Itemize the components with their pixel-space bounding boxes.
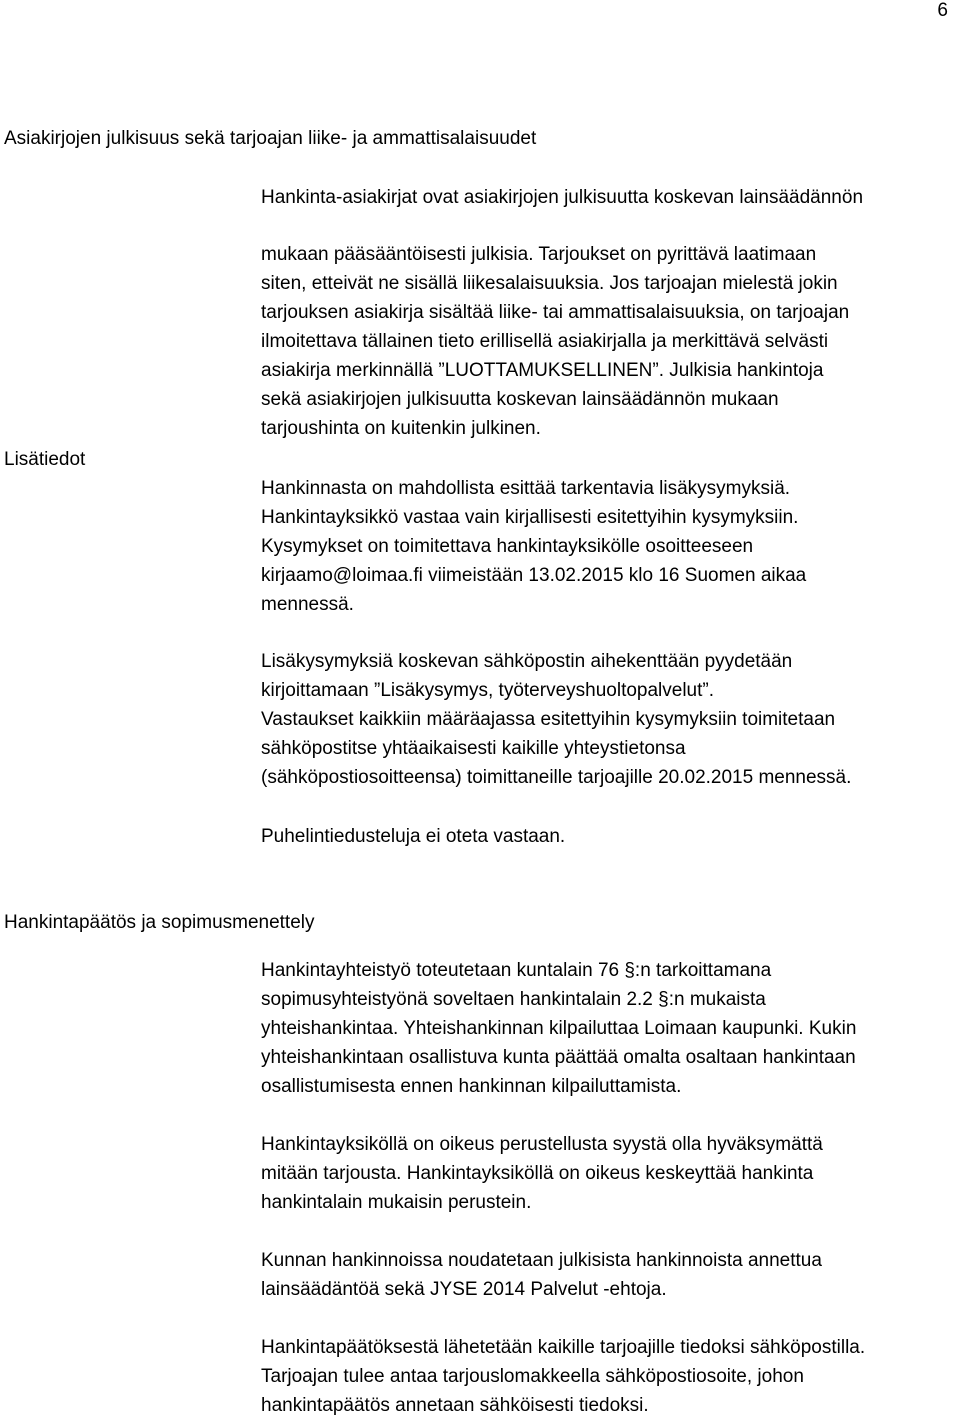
paragraph-line: yhteishankintaa. Yhteishankinnan kilpailuttaa Loimaan kaupunki. Kukin <box>261 1018 857 1039</box>
section-heading-hankintapaatos: Hankintapäätös ja sopimusmenettely <box>4 912 315 933</box>
paragraph-line: kirjoittamaan ”Lisäkysymys, työterveyshuoltopalvelut”. <box>261 680 715 701</box>
paragraph-line: Hankintayksiköllä on oikeus perustellusta syystä olla hyväksymättä <box>261 1134 823 1155</box>
paragraph-line: Hankinta-asiakirjat ovat asiakirjojen julkisuutta koskevan lainsäädännön <box>261 187 864 208</box>
paragraph-line: Kunnan hankinnoissa noudatetaan julkisista hankinnoista annettua <box>261 1250 822 1271</box>
paragraph-line: hankintalain mukaisin perustein. <box>261 1192 532 1213</box>
paragraph-line: mennessä. <box>261 594 354 615</box>
paragraph-line: asiakirja merkinnällä ”LUOTTAMUKSELLINEN”. Julkisia hankintoja <box>261 360 824 381</box>
paragraph-line: Hankintayhteistyö toteutetaan kuntalain 76 §:n tarkoittamana <box>261 960 772 981</box>
paragraph-line: Hankinnasta on mahdollista esittää tarkentavia lisäkysymyksiä. <box>261 478 791 499</box>
paragraph-line: Puhelintiedusteluja ei oteta vastaan. <box>261 826 566 847</box>
paragraph-line: sekä asiakirjojen julkisuutta koskevan lainsäädännön mukaan <box>261 389 779 410</box>
paragraph-line: Tarjoajan tulee antaa tarjouslomakkeella sähköpostiosoite, johon <box>261 1366 804 1387</box>
paragraph-line: mitään tarjousta. Hankintayksiköllä on oikeus keskeyttää hankinta <box>261 1163 814 1184</box>
paragraph-line: kirjaamo@loimaa.fi viimeistään 13.02.2015 klo 16 Suomen aikaa <box>261 565 807 586</box>
paragraph-line: sähköpostitse yhtäaikaisesti kaikille yhteystietonsa <box>261 738 686 759</box>
paragraph-line: sopimusyhteistyönä soveltaen hankintalain 2.2 §:n mukaista <box>261 989 766 1010</box>
paragraph-line: yhteishankintaan osallistuva kunta päättää omalta osaltaan hankintaan <box>261 1047 856 1068</box>
paragraph-line: hankintapäätös annetaan sähköisesti tiedoksi. <box>261 1395 649 1416</box>
section-heading-julkisuus: Asiakirjojen julkisuus sekä tarjoajan liike- ja ammattisalaisuudet <box>4 128 537 149</box>
paragraph-line: osallistumisesta ennen hankinnan kilpailuttamista. <box>261 1076 682 1097</box>
paragraph-line: mukaan pääsääntöisesti julkisia. Tarjoukset on pyrittävä laatimaan <box>261 244 817 265</box>
paragraph-line: siten, etteivät ne sisällä liikesalaisuuksia. Jos tarjoajan mielestä jokin <box>261 273 838 294</box>
paragraph-line: Hankintayksikkö vastaa vain kirjallisesti esitettyihin kysymyksiin. <box>261 507 799 528</box>
paragraph-line: lainsäädäntöä sekä JYSE 2014 Palvelut -ehtoja. <box>261 1279 667 1300</box>
page-number: 6 <box>937 0 948 21</box>
side-label-lisatiedot: Lisätiedot <box>4 449 86 470</box>
paragraph-line: Vastaukset kaikkiin määräajassa esitettyihin kysymyksiin toimitetaan <box>261 709 836 730</box>
paragraph-line: Kysymykset on toimitettava hankintayksikölle osoitteeseen <box>261 536 754 557</box>
paragraph-line: tarjoushinta on kuitenkin julkinen. <box>261 418 541 439</box>
paragraph-line: (sähköpostiosoitteensa) toimittaneille tarjoajille 20.02.2015 mennessä. <box>261 767 852 788</box>
paragraph-line: tarjouksen asiakirja sisältää liike- tai ammattisalaisuuksia, on tarjoajan <box>261 302 850 323</box>
paragraph-line: Lisäkysymyksiä koskevan sähköpostin aihekenttään pyydetään <box>261 651 793 672</box>
paragraph-line: Hankintapäätöksestä lähetetään kaikille tarjoajille tiedoksi sähköpostilla. <box>261 1337 866 1358</box>
paragraph-line: ilmoitettava tällainen tieto erillisellä asiakirjalla ja merkittävä selvästi <box>261 331 829 352</box>
